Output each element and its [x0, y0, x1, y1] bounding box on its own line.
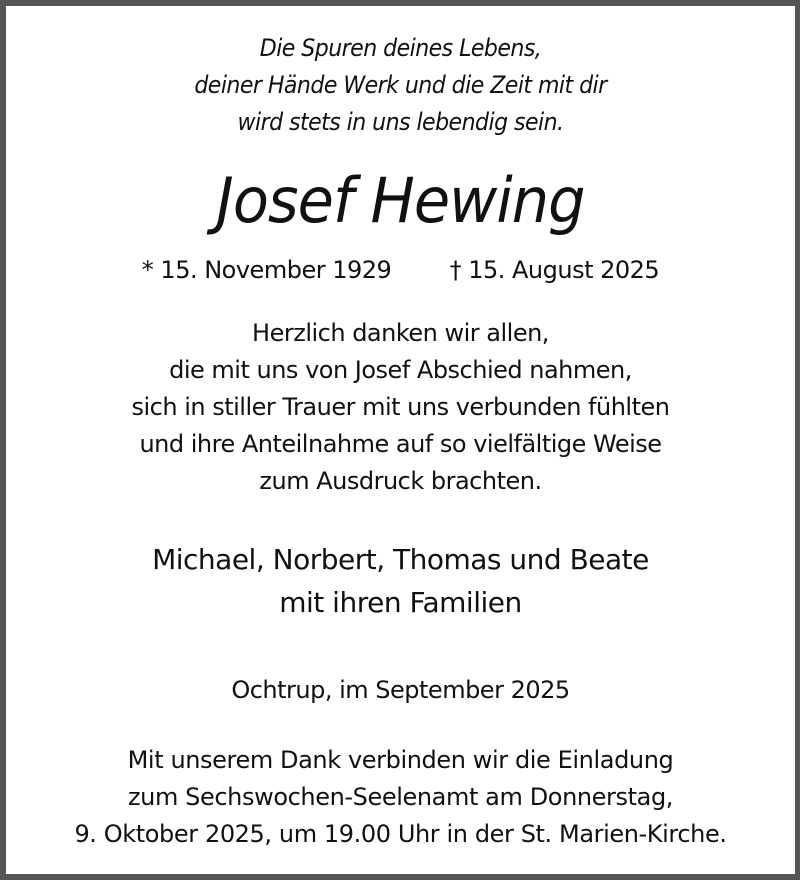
thanks-line: sich in stiller Trauer mit uns verbunden fühlten: [131, 393, 670, 421]
thanks-line: die mit uns von Josef Abschied nahmen,: [169, 356, 632, 384]
thanks-line: zum Ausdruck brachten.: [259, 467, 542, 495]
place-date: Ochtrup, im September 2025: [231, 676, 570, 704]
motto-line: deiner Hände Werk und die Zeit mit dir: [194, 71, 607, 99]
obituary-notice: [6, 6, 795, 874]
invitation-line: 9. Oktober 2025, um 19.00 Uhr in der St. Marien-Kirche.: [74, 820, 727, 848]
motto-line: Die Spuren deines Lebens,: [259, 34, 542, 62]
family-line: Michael, Norbert, Thomas und Beate: [152, 543, 649, 576]
thanks-line: und ihre Anteilnahme auf so vielfältige Weise: [139, 430, 662, 458]
birth-symbol-icon: *: [141, 256, 154, 284]
family-line: mit ihren Familien: [279, 586, 522, 619]
motto-line: wird stets in uns lebendig sein.: [237, 108, 564, 136]
deceased-name: Josef Hewing: [216, 164, 585, 237]
life-dates: [6, 256, 795, 284]
death-date: 15. August 2025: [468, 256, 660, 284]
invitation-line: zum Sechswochen-Seelenamt am Donnerstag,: [127, 783, 674, 811]
invitation-line: Mit unserem Dank verbinden wir die Einladung: [127, 746, 674, 774]
birth-date: 15. November 1929: [160, 256, 392, 284]
death-cross-icon: †: [449, 256, 462, 284]
thanks-line: Herzlich danken wir allen,: [252, 319, 549, 347]
